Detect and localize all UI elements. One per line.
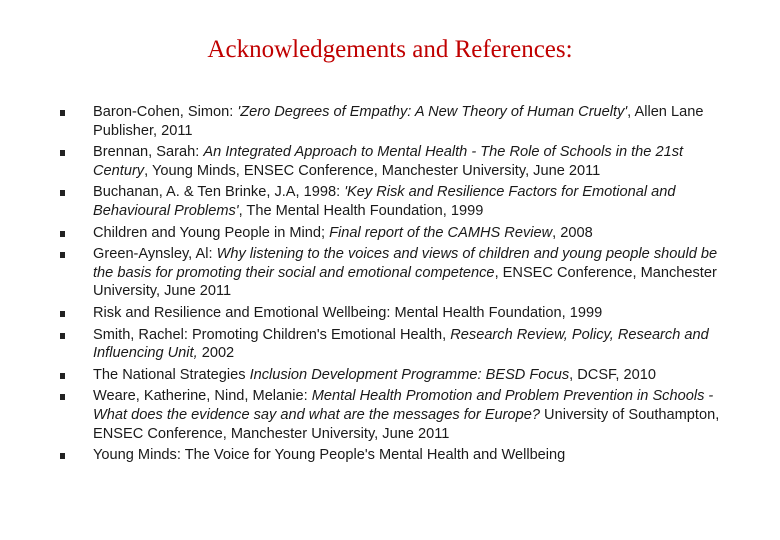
reference-item: [60, 387, 720, 443]
square-bullet-icon: [60, 190, 65, 196]
reference-text: Buchanan, A. & Ten Brinke, J.A, 1998:: [93, 184, 345, 201]
reference-italic-text: Mental Health Promotion and Problem Prevention in Schools - What does the evidence say and what are the messages for Europe?: [93, 388, 714, 423]
page-title: Acknowledgements and References:: [207, 36, 573, 63]
reference-text: Weare, Katherine, Nind, Melanie:: [93, 388, 312, 405]
square-bullet-icon: [60, 394, 65, 400]
reference-item: [60, 224, 720, 243]
reference-item: [60, 304, 720, 323]
reference-text: Green-Aynsley, Al:: [93, 246, 217, 263]
reference-text: The National Strategies: [93, 366, 250, 383]
reference-text: , Allen Lane Publisher, 2011: [93, 104, 704, 139]
reference-text: University of Southampton, ENSEC Conference, Manchester University, June 2011: [93, 406, 720, 442]
square-bullet-icon: [60, 150, 65, 156]
reference-list: [60, 103, 720, 468]
reference-text: , Young Minds, ENSEC Conference, Manchester University, June 2011: [144, 162, 601, 179]
reference-text: Risk and Resilience and Emotional Wellbeing: Mental Health Foundation, 1999: [93, 304, 603, 321]
reference-italic-text: Research Review, Policy, Research and Influencing Unit,: [93, 326, 709, 362]
reference-item: [60, 245, 720, 301]
reference-text: Brennan, Sarah:: [93, 144, 204, 161]
reference-text: Children and Young People in Mind;: [93, 224, 330, 241]
reference-item: [60, 143, 720, 180]
reference-item: [60, 103, 720, 140]
reference-text: Young Minds: The Voice for Young People's Mental Health and Wellbeing: [93, 447, 566, 464]
reference-item: [60, 366, 720, 385]
reference-italic-text: Inclusion Development Programme: BESD Focus: [249, 366, 570, 383]
square-bullet-icon: [60, 110, 65, 116]
reference-italic-text: 'Key Risk and Resilience Factors for Emotional and Behavioural Problems': [93, 184, 676, 219]
reference-text: , The Mental Health Foundation, 1999: [238, 202, 484, 219]
reference-text: Smith, Rachel: Promoting Children's Emotional Health,: [93, 326, 451, 343]
reference-text: , ENSEC Conference, Manchester University, June 2011: [93, 264, 717, 300]
reference-text: Baron-Cohen, Simon:: [93, 104, 238, 120]
square-bullet-icon: [60, 252, 65, 258]
reference-italic-text: 'Zero Degrees of Empathy: A New Theory of Human Cruelty': [237, 104, 628, 120]
square-bullet-icon: [60, 453, 65, 459]
reference-italic-text: An Integrated Approach to Mental Health - The Role of Schools in the 21st Century: [93, 144, 684, 179]
square-bullet-icon: [60, 373, 65, 379]
reference-text: , DCSF, 2010: [569, 366, 656, 383]
reference-italic-text: Final report of the CAMHS Review: [329, 224, 553, 241]
reference-text: , 2008: [552, 224, 593, 241]
reference-italic-text: Why listening to the voices and views of children and young people should be the basis for promoting their social and emotional competence: [93, 246, 718, 281]
reference-text: 2002: [197, 345, 235, 362]
square-bullet-icon: [60, 311, 65, 317]
square-bullet-icon: [60, 333, 65, 339]
square-bullet-icon: [60, 231, 65, 237]
reference-item: [60, 446, 720, 465]
reference-item: [60, 183, 720, 220]
reference-item: [60, 326, 720, 363]
